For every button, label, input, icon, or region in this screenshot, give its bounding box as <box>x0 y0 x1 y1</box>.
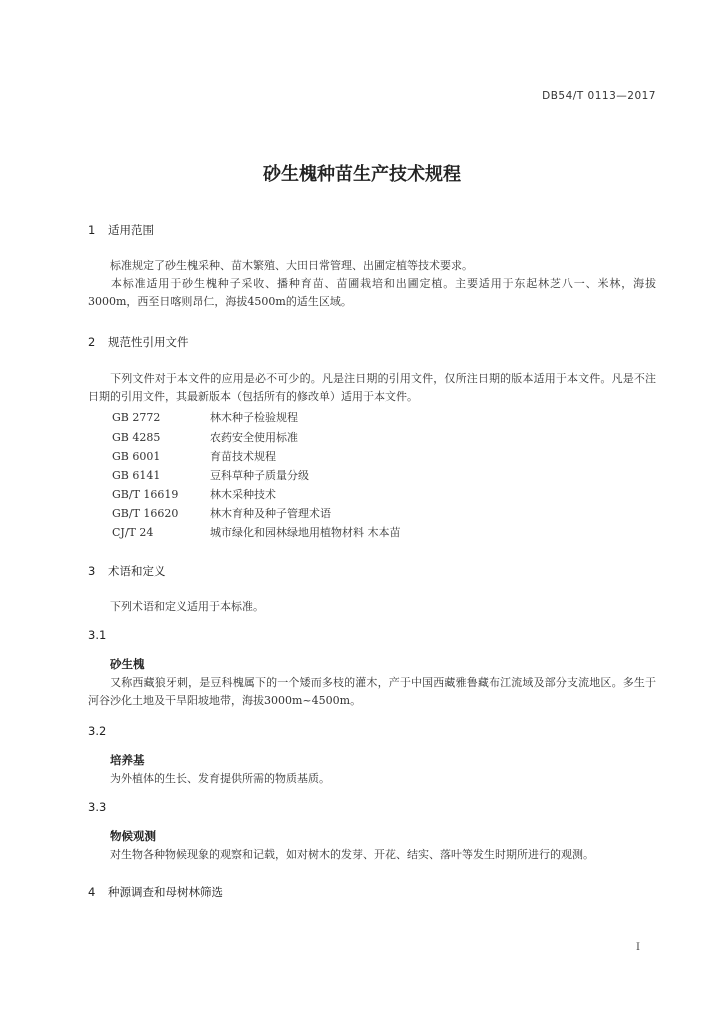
reference-code: GB 2772 <box>112 411 161 424</box>
section-1-paragraph-2 <box>88 275 656 311</box>
paragraph-text: 本标准适用于砂生槐种子采收、播种育苗、苗圃栽培和出圃定植。主要适用于东起林芝八一、米林，海拔3000m，西至日喀则昂仁，海拔4500m的适生区域。 <box>88 277 656 308</box>
subsection-number: 3.2 <box>88 724 107 738</box>
section-number: 2 <box>88 335 96 349</box>
term-definition <box>88 770 656 788</box>
subsection-number: 3.1 <box>88 628 107 642</box>
reference-name: 林木育种及种子管理术语 <box>210 507 331 520</box>
reference-code: GB/T 16619 <box>112 488 179 501</box>
section-1-heading <box>88 222 154 238</box>
reference-code: CJ/T 24 <box>112 526 154 539</box>
reference-name: 育苗技术规程 <box>210 450 276 463</box>
section-2-paragraph-1 <box>88 370 656 406</box>
section-3-heading <box>88 563 166 579</box>
reference-item <box>112 524 401 540</box>
reference-item <box>112 505 331 521</box>
reference-name: 豆科草种子质量分级 <box>210 469 309 482</box>
section-number: 3 <box>88 564 96 578</box>
paragraph-text: 为外植体的生长、发育提供所需的物质基质。 <box>110 772 330 785</box>
section-number: 1 <box>88 223 96 237</box>
term-heading: 砂生槐 <box>110 657 145 671</box>
reference-item <box>112 429 298 445</box>
page-number: I <box>636 942 640 953</box>
reference-name: 城市绿化和园林绿地用植物材料 木本苗 <box>210 526 401 539</box>
document-title: 砂生槐种苗生产技术规程 <box>263 164 461 185</box>
reference-item <box>112 467 309 483</box>
term-definition <box>88 846 656 864</box>
section-1-paragraph-1 <box>88 257 656 275</box>
reference-code: GB 6141 <box>112 469 161 482</box>
paragraph-text: 下列文件对于本文件的应用是必不可少的。凡是注日期的引用文件，仅所注日期的版本适用于本文件。凡是不注日期的引用文件，其最新版本（包括所有的修改单）适用于本文件。 <box>88 372 656 403</box>
section-title: 规范性引用文件 <box>108 335 189 349</box>
section-2-heading <box>88 334 189 350</box>
paragraph-text: 又称西藏狼牙刺，是豆科槐属下的一个矮而多枝的灌木，产于中国西藏雅鲁藏布江流域及部分支流地区。多生于河谷沙化土地及干旱阳坡地带，海拔3000m~4500m。 <box>88 676 656 707</box>
reference-item <box>112 409 298 425</box>
reference-name: 林木采种技术 <box>210 488 276 501</box>
reference-item <box>112 486 276 502</box>
section-4-heading <box>88 884 223 900</box>
section-title: 适用范围 <box>108 223 154 237</box>
section-number: 4 <box>88 885 96 899</box>
section-title: 种源调查和母树林筛选 <box>108 885 223 899</box>
term-heading: 培养基 <box>110 753 145 767</box>
reference-code: GB 4285 <box>112 431 161 444</box>
subsection-number: 3.3 <box>88 800 107 814</box>
section-3-paragraph-1 <box>88 598 656 616</box>
reference-code: GB 6001 <box>112 450 161 463</box>
reference-code: GB/T 16620 <box>112 507 179 520</box>
paragraph-text: 标准规定了砂生槐采种、苗木繁殖、大田日常管理、出圃定植等技术要求。 <box>110 259 473 272</box>
reference-item <box>112 448 276 464</box>
term-definition <box>88 674 656 710</box>
term-heading: 物候观测 <box>110 829 156 843</box>
paragraph-text: 下列术语和定义适用于本标准。 <box>110 600 264 613</box>
standard-number: DB54/T 0113—2017 <box>542 90 656 102</box>
paragraph-text: 对生物各种物候现象的观察和记载，如对树木的发芽、开花、结实、落叶等发生时期所进行的观测。 <box>110 848 594 861</box>
reference-name: 林木种子检验规程 <box>210 411 298 424</box>
section-title: 术语和定义 <box>108 564 166 578</box>
reference-name: 农药安全使用标准 <box>210 431 298 444</box>
